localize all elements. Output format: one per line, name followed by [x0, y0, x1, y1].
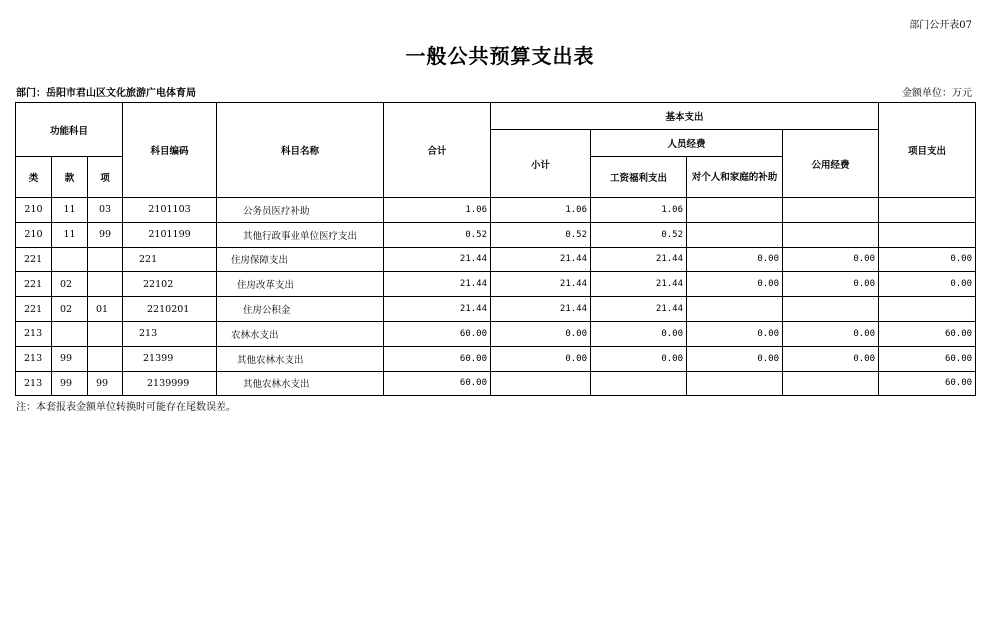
- cell-xiang: [88, 321, 123, 346]
- cell-code: 2101103: [123, 198, 217, 223]
- cell-xiang: [88, 346, 123, 371]
- cell-xiang: 01: [88, 297, 123, 322]
- cell-wages: 1.06: [591, 198, 687, 223]
- table-row: [16, 198, 976, 223]
- cell-project: [879, 198, 976, 223]
- cell-project: [879, 222, 976, 247]
- cell-xiang: 99: [88, 371, 123, 396]
- header-subtotal: 小计: [491, 130, 591, 198]
- cell-name: 其他农林水支出: [217, 346, 384, 371]
- cell-total: 0.52: [384, 222, 491, 247]
- cell-subtotal: [491, 371, 591, 396]
- cell-kuan: 99: [52, 371, 88, 396]
- form-number: 部门公开表07: [909, 20, 972, 31]
- cell-lei: 221: [16, 247, 52, 272]
- cell-name: 农林水支出: [217, 321, 384, 346]
- cell-code: 2101199: [123, 222, 217, 247]
- cell-public: [783, 222, 879, 247]
- cell-total: 60.00: [384, 371, 491, 396]
- cell-lei: 213: [16, 321, 52, 346]
- cell-kuan: [52, 321, 88, 346]
- cell-kuan: 02: [52, 272, 88, 297]
- cell-total: 60.00: [384, 321, 491, 346]
- cell-wages: 0.00: [591, 321, 687, 346]
- header-public-funds: 公用经费: [783, 130, 879, 198]
- cell-code: 2139999: [123, 371, 217, 396]
- cell-project: 0.00: [879, 272, 976, 297]
- cell-subtotal: 1.06: [491, 198, 591, 223]
- cell-public: [783, 198, 879, 223]
- cell-xiang: [88, 247, 123, 272]
- cell-wages: [591, 371, 687, 396]
- cell-xiang: [88, 272, 123, 297]
- cell-project: 0.00: [879, 247, 976, 272]
- cell-subtotal: 0.00: [491, 346, 591, 371]
- cell-name: 公务员医疗补助: [217, 198, 384, 223]
- cell-project: 60.00: [879, 371, 976, 396]
- cell-lei: 221: [16, 297, 52, 322]
- header-basic-expenditure: 基本支出: [491, 103, 879, 130]
- cell-total: 1.06: [384, 198, 491, 223]
- header-personnel-funds: 人员经费: [591, 130, 783, 157]
- table-row: [16, 247, 976, 272]
- cell-subsidy: [687, 297, 783, 322]
- cell-lei: 213: [16, 346, 52, 371]
- cell-project: 60.00: [879, 321, 976, 346]
- amount-unit-label: 金额单位：万元: [902, 88, 972, 99]
- header-func-subject: 功能科目: [16, 103, 123, 157]
- cell-xiang: 99: [88, 222, 123, 247]
- cell-code: 21399: [123, 346, 217, 371]
- header-total: 合计: [384, 103, 491, 198]
- cell-subtotal: 21.44: [491, 297, 591, 322]
- cell-kuan: 11: [52, 198, 88, 223]
- table-row: [16, 371, 976, 396]
- cell-kuan: [52, 247, 88, 272]
- cell-subsidy: 0.00: [687, 321, 783, 346]
- cell-subsidy: [687, 371, 783, 396]
- cell-wages: 21.44: [591, 297, 687, 322]
- cell-wages: 21.44: [591, 247, 687, 272]
- cell-subtotal: 0.00: [491, 321, 591, 346]
- table-row: [16, 222, 976, 247]
- cell-subtotal: 21.44: [491, 247, 591, 272]
- cell-lei: 221: [16, 272, 52, 297]
- header-project-expenditure: 项目支出: [879, 103, 976, 198]
- cell-kuan: 11: [52, 222, 88, 247]
- cell-name: 住房保障支出: [217, 247, 384, 272]
- cell-subsidy: 0.00: [687, 272, 783, 297]
- cell-name: 住房改革支出: [217, 272, 384, 297]
- cell-total: 21.44: [384, 247, 491, 272]
- cell-public: 0.00: [783, 247, 879, 272]
- header-individual-family-subsidy: 对个人和家庭的补助: [687, 157, 783, 198]
- cell-total: 21.44: [384, 272, 491, 297]
- cell-kuan: 02: [52, 297, 88, 322]
- header-kuan: 款: [52, 157, 88, 198]
- cell-public: 0.00: [783, 321, 879, 346]
- cell-code: 213: [123, 321, 217, 346]
- header-subject-code: 科目编码: [123, 103, 217, 198]
- cell-subsidy: [687, 198, 783, 223]
- budget-expenditure-table: [15, 102, 976, 396]
- table-row: [16, 297, 976, 322]
- cell-public: [783, 371, 879, 396]
- cell-code: 221: [123, 247, 217, 272]
- cell-lei: 213: [16, 371, 52, 396]
- page-title: 一般公共预算支出表: [405, 44, 595, 68]
- cell-name: 住房公积金: [217, 297, 384, 322]
- footnote: 注：本套报表金额单位转换时可能存在尾数误差。: [16, 402, 236, 413]
- cell-total: 60.00: [384, 346, 491, 371]
- cell-wages: 0.00: [591, 346, 687, 371]
- cell-subtotal: 21.44: [491, 272, 591, 297]
- cell-lei: 210: [16, 222, 52, 247]
- cell-public: 0.00: [783, 272, 879, 297]
- table-row: [16, 346, 976, 371]
- cell-code: 22102: [123, 272, 217, 297]
- cell-project: 60.00: [879, 346, 976, 371]
- department-label: 部门：岳阳市君山区文化旅游广电体育局: [16, 88, 196, 99]
- cell-subsidy: [687, 222, 783, 247]
- cell-total: 21.44: [384, 297, 491, 322]
- table-row: [16, 321, 976, 346]
- header-lei: 类: [16, 157, 52, 198]
- cell-subtotal: 0.52: [491, 222, 591, 247]
- cell-xiang: 03: [88, 198, 123, 223]
- cell-name: 其他农林水支出: [217, 371, 384, 396]
- header-wages-welfare: 工资福利支出: [591, 157, 687, 198]
- cell-kuan: 99: [52, 346, 88, 371]
- cell-name: 其他行政事业单位医疗支出: [217, 222, 384, 247]
- cell-public: [783, 297, 879, 322]
- header-xiang: 项: [88, 157, 123, 198]
- cell-subsidy: 0.00: [687, 247, 783, 272]
- cell-subsidy: 0.00: [687, 346, 783, 371]
- cell-code: 2210201: [123, 297, 217, 322]
- cell-wages: 0.52: [591, 222, 687, 247]
- cell-public: 0.00: [783, 346, 879, 371]
- header-subject-name: 科目名称: [217, 103, 384, 198]
- cell-lei: 210: [16, 198, 52, 223]
- table-row: [16, 272, 976, 297]
- cell-wages: 21.44: [591, 272, 687, 297]
- cell-project: [879, 297, 976, 322]
